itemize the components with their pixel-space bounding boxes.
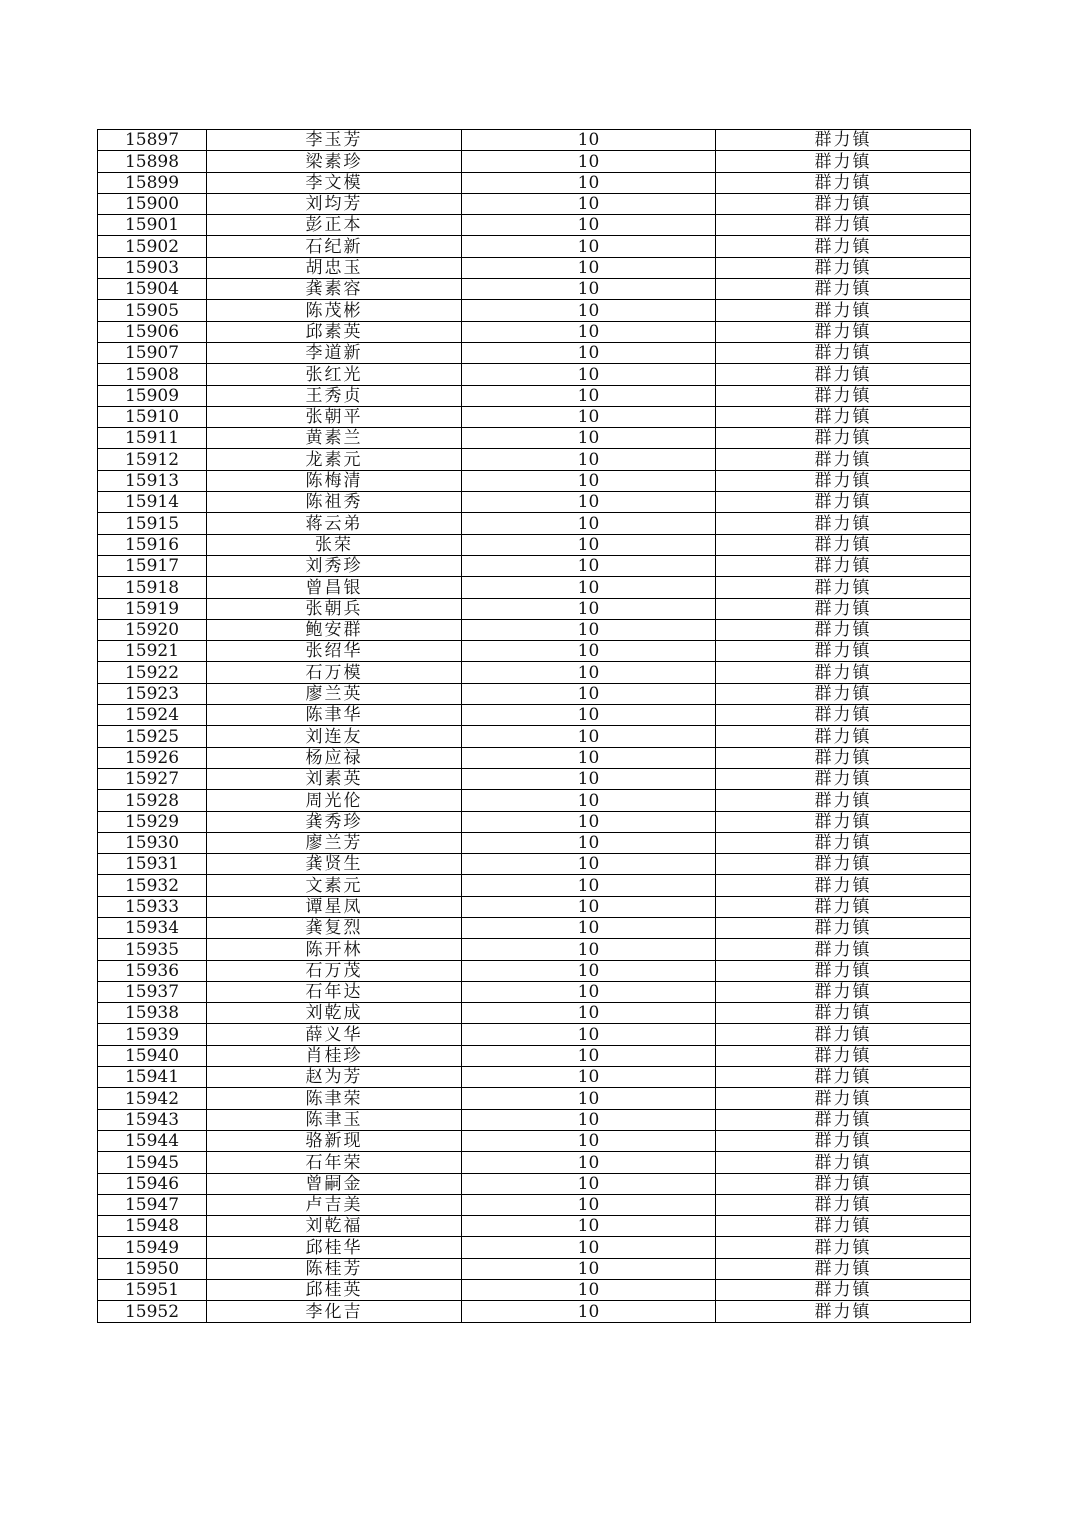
town-cell: 群力镇 [716,1258,971,1279]
town-cell: 群力镇 [716,1130,971,1151]
town-cell: 群力镇 [716,747,971,768]
town-cell: 群力镇 [716,577,971,598]
name-cell: 肖桂珍 [207,1045,462,1066]
town-cell: 群力镇 [716,598,971,619]
table-row [98,342,971,363]
amount-cell: 10 [462,470,716,491]
town-cell: 群力镇 [716,768,971,789]
town-cell: 群力镇 [716,534,971,555]
amount-cell: 10 [462,1067,716,1088]
name-cell: 龙素元 [207,449,462,470]
town-cell: 群力镇 [716,705,971,726]
name-cell: 邱素英 [207,321,462,342]
amount-cell: 10 [462,1280,716,1301]
amount-cell: 10 [462,598,716,619]
amount-cell: 10 [462,1258,716,1279]
serial-number-cell: 15930 [98,832,207,853]
town-cell: 群力镇 [716,492,971,513]
table-row [98,172,971,193]
table-row [98,1216,971,1237]
town-cell: 群力镇 [716,641,971,662]
town-cell: 群力镇 [716,257,971,278]
table-row [98,1237,971,1258]
name-cell: 蒋云弟 [207,513,462,534]
name-cell: 彭正本 [207,215,462,236]
table-row [98,555,971,576]
serial-number-cell: 15934 [98,917,207,938]
town-cell: 群力镇 [716,1045,971,1066]
amount-cell: 10 [462,875,716,896]
town-cell: 群力镇 [716,1024,971,1045]
table-row [98,598,971,619]
table-row [98,513,971,534]
amount-cell: 10 [462,193,716,214]
amount-cell: 10 [462,555,716,576]
serial-number-cell: 15931 [98,854,207,875]
town-cell: 群力镇 [716,555,971,576]
name-cell: 石年荣 [207,1152,462,1173]
name-cell: 刘乾成 [207,1003,462,1024]
town-cell: 群力镇 [716,1109,971,1130]
name-cell: 陈梅清 [207,470,462,491]
town-cell: 群力镇 [716,790,971,811]
amount-cell: 10 [462,364,716,385]
serial-number-cell: 15919 [98,598,207,619]
serial-number-cell: 15911 [98,428,207,449]
data-table [97,129,971,1323]
name-cell: 陈聿玉 [207,1109,462,1130]
name-cell: 邱桂英 [207,1280,462,1301]
serial-number-cell: 15900 [98,193,207,214]
name-cell: 石年达 [207,981,462,1002]
name-cell: 龚秀珍 [207,811,462,832]
table-row [98,130,971,151]
town-cell: 群力镇 [716,300,971,321]
table-row [98,193,971,214]
amount-cell: 10 [462,172,716,193]
table-row [98,364,971,385]
table-row [98,832,971,853]
serial-number-cell: 15913 [98,470,207,491]
town-cell: 群力镇 [716,1152,971,1173]
amount-cell: 10 [462,385,716,406]
town-cell: 群力镇 [716,960,971,981]
town-cell: 群力镇 [716,1003,971,1024]
table-row [98,1152,971,1173]
serial-number-cell: 15946 [98,1173,207,1194]
name-cell: 陈茂彬 [207,300,462,321]
amount-cell: 10 [462,683,716,704]
amount-cell: 10 [462,641,716,662]
town-cell: 群力镇 [716,513,971,534]
name-cell: 梁素珍 [207,151,462,172]
amount-cell: 10 [462,492,716,513]
serial-number-cell: 15939 [98,1024,207,1045]
town-cell: 群力镇 [716,726,971,747]
town-cell: 群力镇 [716,364,971,385]
table-row [98,939,971,960]
amount-cell: 10 [462,726,716,747]
amount-cell: 10 [462,981,716,1002]
table-row [98,768,971,789]
amount-cell: 10 [462,811,716,832]
town-cell: 群力镇 [716,321,971,342]
serial-number-cell: 15912 [98,449,207,470]
name-cell: 赵为芳 [207,1067,462,1088]
town-cell: 群力镇 [716,917,971,938]
amount-cell: 10 [462,1173,716,1194]
amount-cell: 10 [462,747,716,768]
amount-cell: 10 [462,151,716,172]
name-cell: 卢吉美 [207,1194,462,1215]
serial-number-cell: 15951 [98,1280,207,1301]
town-cell: 群力镇 [716,1216,971,1237]
name-cell: 刘秀珍 [207,555,462,576]
name-cell: 曾昌银 [207,577,462,598]
serial-number-cell: 15903 [98,257,207,278]
name-cell: 陈聿荣 [207,1088,462,1109]
town-cell: 群力镇 [716,662,971,683]
table-row [98,790,971,811]
amount-cell: 10 [462,1216,716,1237]
table-row [98,1024,971,1045]
amount-cell: 10 [462,619,716,640]
amount-cell: 10 [462,662,716,683]
amount-cell: 10 [462,854,716,875]
table-row [98,960,971,981]
town-cell: 群力镇 [716,193,971,214]
table-row [98,1109,971,1130]
name-cell: 石纪新 [207,236,462,257]
serial-number-cell: 15909 [98,385,207,406]
town-cell: 群力镇 [716,279,971,300]
amount-cell: 10 [462,1003,716,1024]
amount-cell: 10 [462,960,716,981]
table-row [98,981,971,1002]
town-cell: 群力镇 [716,1067,971,1088]
table-row [98,428,971,449]
name-cell: 陈祖秀 [207,492,462,513]
amount-cell: 10 [462,257,716,278]
amount-cell: 10 [462,1109,716,1130]
town-cell: 群力镇 [716,1194,971,1215]
name-cell: 谭星凤 [207,896,462,917]
serial-number-cell: 15901 [98,215,207,236]
name-cell: 邱桂华 [207,1237,462,1258]
town-cell: 群力镇 [716,449,971,470]
name-cell: 李道新 [207,342,462,363]
amount-cell: 10 [462,1045,716,1066]
name-cell: 黄素兰 [207,428,462,449]
name-cell: 龚贤生 [207,854,462,875]
table-row [98,1301,971,1322]
town-cell: 群力镇 [716,1173,971,1194]
table-row [98,151,971,172]
name-cell: 张朝兵 [207,598,462,619]
town-cell: 群力镇 [716,1301,971,1322]
serial-number-cell: 15947 [98,1194,207,1215]
table-row [98,1173,971,1194]
table-row [98,470,971,491]
name-cell: 石万茂 [207,960,462,981]
name-cell: 王秀贞 [207,385,462,406]
table-row [98,619,971,640]
table-row [98,1194,971,1215]
amount-cell: 10 [462,1024,716,1045]
amount-cell: 10 [462,406,716,427]
town-cell: 群力镇 [716,981,971,1002]
serial-number-cell: 15941 [98,1067,207,1088]
table-row [98,449,971,470]
name-cell: 龚素容 [207,279,462,300]
amount-cell: 10 [462,342,716,363]
amount-cell: 10 [462,917,716,938]
serial-number-cell: 15917 [98,555,207,576]
serial-number-cell: 15950 [98,1258,207,1279]
serial-number-cell: 15918 [98,577,207,598]
name-cell: 刘乾福 [207,1216,462,1237]
amount-cell: 10 [462,832,716,853]
table-row [98,215,971,236]
table-row [98,917,971,938]
table-row [98,1045,971,1066]
name-cell: 刘均芳 [207,193,462,214]
serial-number-cell: 15937 [98,981,207,1002]
serial-number-cell: 15936 [98,960,207,981]
town-cell: 群力镇 [716,172,971,193]
table-row [98,705,971,726]
town-cell: 群力镇 [716,1088,971,1109]
name-cell: 刘连友 [207,726,462,747]
name-cell: 陈桂芳 [207,1258,462,1279]
amount-cell: 10 [462,705,716,726]
serial-number-cell: 15921 [98,641,207,662]
amount-cell: 10 [462,449,716,470]
name-cell: 张朝平 [207,406,462,427]
town-cell: 群力镇 [716,428,971,449]
serial-number-cell: 15929 [98,811,207,832]
amount-cell: 10 [462,300,716,321]
table-row [98,300,971,321]
table-row [98,811,971,832]
amount-cell: 10 [462,428,716,449]
amount-cell: 10 [462,1088,716,1109]
town-cell: 群力镇 [716,151,971,172]
name-cell: 陈开林 [207,939,462,960]
amount-cell: 10 [462,577,716,598]
table-row [98,321,971,342]
serial-number-cell: 15920 [98,619,207,640]
name-cell: 张绍华 [207,641,462,662]
amount-cell: 10 [462,1301,716,1322]
name-cell: 石万模 [207,662,462,683]
town-cell: 群力镇 [716,939,971,960]
serial-number-cell: 15902 [98,236,207,257]
serial-number-cell: 15932 [98,875,207,896]
name-cell: 李化吉 [207,1301,462,1322]
table-row [98,385,971,406]
town-cell: 群力镇 [716,854,971,875]
serial-number-cell: 15897 [98,130,207,151]
table-row [98,1130,971,1151]
table-row [98,1280,971,1301]
name-cell: 文素元 [207,875,462,896]
amount-cell: 10 [462,1130,716,1151]
amount-cell: 10 [462,534,716,555]
town-cell: 群力镇 [716,896,971,917]
table-row [98,641,971,662]
serial-number-cell: 15910 [98,406,207,427]
town-cell: 群力镇 [716,1237,971,1258]
table-row [98,279,971,300]
name-cell: 鲍安群 [207,619,462,640]
town-cell: 群力镇 [716,619,971,640]
town-cell: 群力镇 [716,236,971,257]
amount-cell: 10 [462,279,716,300]
name-cell: 周光伦 [207,790,462,811]
town-cell: 群力镇 [716,342,971,363]
table-row [98,683,971,704]
serial-number-cell: 15899 [98,172,207,193]
serial-number-cell: 15935 [98,939,207,960]
table-row [98,1088,971,1109]
town-cell: 群力镇 [716,406,971,427]
town-cell: 群力镇 [716,811,971,832]
serial-number-cell: 15944 [98,1130,207,1151]
table-row [98,1258,971,1279]
town-cell: 群力镇 [716,385,971,406]
name-cell: 陈聿华 [207,705,462,726]
amount-cell: 10 [462,236,716,257]
amount-cell: 10 [462,513,716,534]
table-row [98,662,971,683]
table-row [98,406,971,427]
serial-number-cell: 15898 [98,151,207,172]
amount-cell: 10 [462,1237,716,1258]
serial-number-cell: 15943 [98,1109,207,1130]
town-cell: 群力镇 [716,832,971,853]
table-row [98,257,971,278]
amount-cell: 10 [462,130,716,151]
serial-number-cell: 15924 [98,705,207,726]
table-body [98,130,971,1323]
town-cell: 群力镇 [716,1280,971,1301]
town-cell: 群力镇 [716,683,971,704]
serial-number-cell: 15914 [98,492,207,513]
serial-number-cell: 15940 [98,1045,207,1066]
name-cell: 李玉芳 [207,130,462,151]
amount-cell: 10 [462,321,716,342]
serial-number-cell: 15927 [98,768,207,789]
serial-number-cell: 15922 [98,662,207,683]
table-row [98,1067,971,1088]
table-row [98,854,971,875]
table-row [98,577,971,598]
serial-number-cell: 15938 [98,1003,207,1024]
amount-cell: 10 [462,215,716,236]
serial-number-cell: 15906 [98,321,207,342]
serial-number-cell: 15908 [98,364,207,385]
table-row [98,492,971,513]
serial-number-cell: 15925 [98,726,207,747]
serial-number-cell: 15945 [98,1152,207,1173]
name-cell: 廖兰芳 [207,832,462,853]
name-cell: 杨应禄 [207,747,462,768]
town-cell: 群力镇 [716,130,971,151]
serial-number-cell: 15905 [98,300,207,321]
amount-cell: 10 [462,768,716,789]
town-cell: 群力镇 [716,470,971,491]
name-cell: 曾嗣金 [207,1173,462,1194]
name-cell: 张荣 [207,534,462,555]
name-cell: 薛义华 [207,1024,462,1045]
amount-cell: 10 [462,939,716,960]
serial-number-cell: 15948 [98,1216,207,1237]
name-cell: 李文模 [207,172,462,193]
serial-number-cell: 15926 [98,747,207,768]
name-cell: 廖兰英 [207,683,462,704]
serial-number-cell: 15949 [98,1237,207,1258]
amount-cell: 10 [462,1194,716,1215]
table-row [98,726,971,747]
town-cell: 群力镇 [716,875,971,896]
serial-number-cell: 15904 [98,279,207,300]
serial-number-cell: 15933 [98,896,207,917]
name-cell: 骆新现 [207,1130,462,1151]
table-row [98,747,971,768]
serial-number-cell: 15916 [98,534,207,555]
serial-number-cell: 15915 [98,513,207,534]
name-cell: 龚复烈 [207,917,462,938]
serial-number-cell: 15907 [98,342,207,363]
serial-number-cell: 15928 [98,790,207,811]
amount-cell: 10 [462,790,716,811]
table-row [98,236,971,257]
amount-cell: 10 [462,1152,716,1173]
serial-number-cell: 15952 [98,1301,207,1322]
name-cell: 刘素英 [207,768,462,789]
name-cell: 张红光 [207,364,462,385]
town-cell: 群力镇 [716,215,971,236]
table-row [98,1003,971,1024]
table-row [98,875,971,896]
serial-number-cell: 15942 [98,1088,207,1109]
table-row [98,896,971,917]
table-row [98,534,971,555]
amount-cell: 10 [462,896,716,917]
serial-number-cell: 15923 [98,683,207,704]
name-cell: 胡忠玉 [207,257,462,278]
